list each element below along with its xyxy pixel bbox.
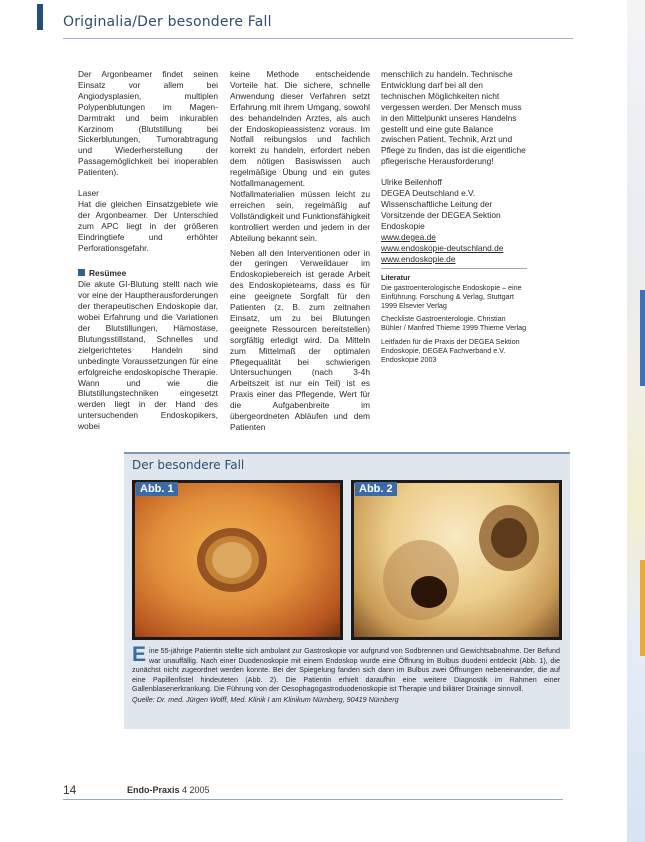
paragraph: Die akute GI-Blutung stellt nach wie vor eine der Hauptherausforderungen der therapeutischen Endoskopie dar, wobei Erfahrung und die Variationen der Blutstillungen, Hämostase, Blutungsstillstand, Schnelles und zielgerichtetes Handeln sind unbedingte Voraussetzungen für eine erfolgreiche endoskopische Therapie. Wann und wie die Blutstillungstechniken eingesetzt werden liegt in der Hand des untersuchenden Endoskopikers, wobei <box>78 279 218 432</box>
author-affiliation: DEGEA Deutschland e.V. <box>381 188 476 199</box>
paragraph: Der Argonbeamer findet seinen Einsatz vor allem bei Angiodysplasien, multiplen Polypenblutungen im Magen-Darmtrakt und beim inkurablen Karzinom (Blutstillung bei Sickerblutungen, Tumorabtragung und Wiederherstellung der Passagemöglichkeit bei inoperablen Patienten). <box>78 69 218 178</box>
paragraph: Neben all den Interventionen oder in der geringen Verweildauer im Endoskopiebereich ist gerade Arbeit des Endoskopieteams, dass es für eine geeignete Sorgfalt für den Patienten (z. B. zum zeitnahen Einsatz, um zu bei Blutungen geeignete Ressourcen bereitstellen) sorgfältig erledigt wird. Da Mitteln zum Mittelmaß der optimalen Pflegequalität bei schwierigen Untersuchungen (nach 3-4h Arbeitszeit ist nur ein Teil) ist es Praxis einer das Pflegende, Wert für die Aufgabenbreite im übergeordneten Abläufen und dem Patienten <box>230 247 370 432</box>
paragraph: Hat die gleichen Einsatzgebiete wie der Argonbeamer. Der Unterschied zum APC liegt in der größeren Eindringtiefe und erhöhter Perforationsgefahr. <box>78 198 218 253</box>
author-name: Ulrike Beilenhoff <box>381 177 442 188</box>
endoscopy-image-1 <box>132 480 343 640</box>
side-tab-marker <box>640 560 645 656</box>
case-caption <box>132 643 560 705</box>
author-affiliation: Wissenschaftliche Leitung der <box>381 198 493 209</box>
case-box-title: Der besondere Fall <box>132 458 245 472</box>
figure-label: Abb. 2 <box>355 482 397 496</box>
literature-heading: Literatur <box>381 273 411 283</box>
square-bullet-icon <box>78 269 85 276</box>
author-affiliation: Vorsitzende der DEGEA Sektion <box>381 209 501 220</box>
web-link[interactable]: www.endoskopie-deutschland.de <box>381 242 504 253</box>
caption-text: ine 55-jährige Patientin stellte sich ambulant zur Gastroskopie vor aufgrund von Sodbrennen und Gewichtsabnahme. Der Befund war unauffällig. Nach einer Duodenoskopie mit einem Endoskop wurde eine Öffnung im Bulbus duodeni entdeckt (Abb. 1), die zunächst nicht zugeordnet werden konnte. Bei der Spiegelung fanden sich dann im Bulbus zwei Öffnungen nebeneinander, die auf eine Papillenfistel hindeuteten (Abb. 2). Die Patientin erhielt daraufhin eine weitere Diagnostik im Rahmen einer Gallenblasenerkrankung. Die Führung von der Oesophagogastroduodenoskopie ist Therapie und biliärer Drainage sinnvoll. <box>132 646 560 694</box>
web-link[interactable]: www.endoskopie.de <box>381 253 456 264</box>
journal-name <box>127 785 210 795</box>
divider <box>381 268 527 269</box>
author-affiliation: Endoskopie <box>381 220 425 231</box>
text-column-3 <box>381 69 527 364</box>
section-heading <box>78 268 218 279</box>
page-header: Originalia/Der besondere Fall <box>63 14 272 30</box>
web-link[interactable]: www.degea.de <box>381 231 436 242</box>
journal-title: Endo-Praxis <box>127 785 180 795</box>
case-box <box>124 452 570 729</box>
page-number: 14 <box>63 783 77 797</box>
header-divider <box>63 38 573 39</box>
dropcap: E <box>132 643 147 666</box>
endoscopy-lumen-graphic <box>351 480 562 640</box>
literature-entry: Die gastroenterologische Endoskopie – eine Einführung. Forschung & Verlag, Stuttgart 1999 Elsevier Verlag <box>381 282 522 311</box>
text-column-2 <box>230 69 370 433</box>
subheading: Laser <box>78 188 99 199</box>
caption-source: Quelle: Dr. med. Jürgen Wolff, Med. Klinik I am Klinikum Nürnberg, 90419 Nürnberg <box>132 694 399 704</box>
header-accent-bar <box>37 4 43 30</box>
side-tab-marker <box>640 290 645 386</box>
literature-entry: Checkliste Gastroenterologie. Christian Bühler / Manfred Thieme 1999 Thieme Verlag <box>381 314 527 333</box>
text-column-1 <box>78 69 218 432</box>
endoscopy-image-2 <box>351 480 562 640</box>
side-color-strip <box>627 0 645 842</box>
footer-divider <box>63 799 563 800</box>
literature-entry: Leitfaden für die Praxis der DEGEA Sektion Endoskopie, DEGEA Fachverband e.V. Endoskopie 2003 <box>381 336 520 365</box>
paragraph: menschlich zu handeln. Technische Entwicklung darf bei all den technischen Möglichkeiten nicht vergessen werden. Der Mensch muss in den Mittelpunkt unseres Handelns gestellt und eine gute Balance zwischen Patient, Technik, Arzt und Pflege zu finden, das ist die eigentliche pflegerische Herausforderung! <box>381 69 526 167</box>
endoscopy-lumen-graphic <box>132 480 343 640</box>
section-heading-label: Resümee <box>89 267 127 278</box>
figure-label: Abb. 1 <box>136 482 178 496</box>
paragraph: keine Methode entscheidende Vorteile hat. Die sichere, schnelle Anwendung dieser Verfahren setzt Erfahrung mit ihrem Umgang, sowohl des behandelnden Arztes, als auch der Endoskopieassistenz voraus. Im Notfall reibungslos und fachlich korrekt zu handeln, erfordert neben dem nötigen Basiswissen auch regelmäßige Übung und ein gutes Notfallmanagement. Notfallmaterialien müssen leicht zu erreichen sein, regelmäßig auf Vollständigkeit und Funktionsfähigkeit kontrolliert werden und jedem in der Abteilung bekannt sein. <box>230 69 370 243</box>
journal-issue: 4 2005 <box>182 785 210 795</box>
